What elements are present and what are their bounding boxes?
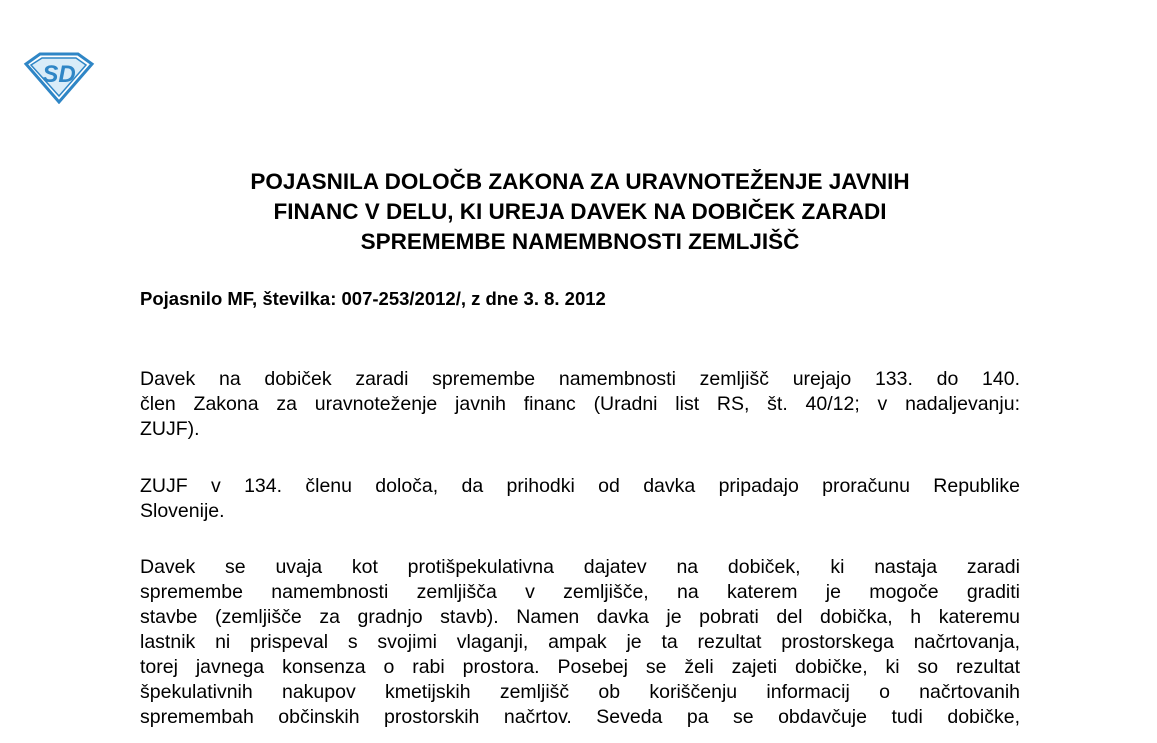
title-line-1: POJASNILA DOLOČB ZAKONA ZA URAVNOTEŽENJE JAVNIH [250, 169, 910, 194]
paragraph-line: Slovenije. [140, 500, 225, 522]
sd-shield-logo-icon [22, 50, 96, 104]
paragraph-3 [140, 555, 1020, 730]
logo-text: SD [42, 61, 76, 88]
title-line-3: SPREMEMBE NAMEMBNOSTI ZEMLJIŠČ [360, 229, 800, 254]
paragraph-line: člen Zakona za uravnoteženje javnih financ (Uradni list RS, št. 40/12; v nadaljevanju: [140, 393, 1020, 415]
paragraph-line: spremembe namembnosti zemljišča v zemljišče, na katerem je mogoče graditi [140, 581, 1020, 603]
paragraph-line: spremembah občinskih prostorskih načrtov. Seveda pa se obdavčuje tudi dobičke, [140, 706, 1020, 728]
paragraph-line: lastnik ni prispeval s svojimi vlaganji, ampak je ta rezultat prostorskega načrtovanja, [140, 631, 1020, 653]
paragraph-line: stavbe (zemljišče za gradnjo stavb). Namen davka je pobrati del dobička, h kateremu [140, 606, 1020, 628]
paragraph-line: ZUJF v 134. členu določa, da prihodki od davka pripadajo proračunu Republike [140, 475, 1020, 497]
document-title [140, 167, 1020, 257]
paragraph-line: ZUJF). [140, 418, 200, 440]
document-subtitle: Pojasnilo MF, številka: 007-253/2012/, z dne 3. 8. 2012 [140, 288, 606, 309]
paragraph-2 [140, 474, 1020, 524]
title-line-2: FINANC V DELU, KI UREJA DAVEK NA DOBIČEK ZARADI [273, 199, 887, 224]
paragraph-line: Davek se uvaja kot protišpekulativna dajatev na dobiček, ki nastaja zaradi [140, 556, 1020, 578]
paragraph-1 [140, 367, 1020, 442]
paragraph-line: torej javnega konsenza o rabi prostora. Posebej se želi zajeti dobičke, ki so rezultat [140, 656, 1020, 678]
paragraph-line: Davek na dobiček zaradi spremembe namembnosti zemljišč urejajo 133. do 140. [140, 368, 1020, 390]
paragraph-line: špekulativnih nakupov kmetijskih zemljišč ob koriščenju informacij o načrtovanih [140, 681, 1020, 703]
